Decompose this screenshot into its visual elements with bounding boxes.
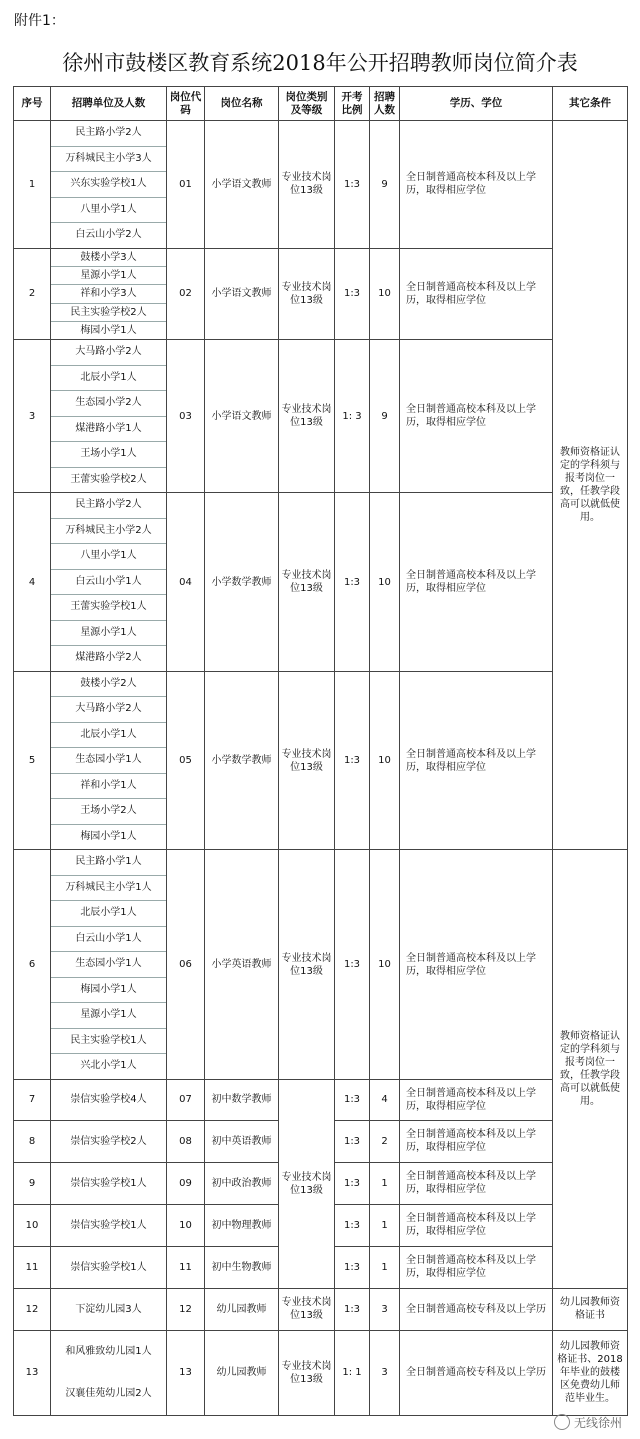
table-row	[14, 1288, 628, 1330]
units-cell	[51, 493, 167, 672]
row-number: 2	[14, 248, 51, 340]
education-requirement: 全日制普通高校专科及以上学历	[400, 1288, 553, 1330]
wechat-logo-icon	[554, 1414, 570, 1430]
unit-item: 王蕾实验学校1人	[51, 595, 166, 621]
hire-count: 10	[370, 850, 400, 1080]
unit-item: 生态园小学1人	[51, 952, 166, 978]
unit-item: 梅园小学1人	[51, 978, 166, 1004]
unit-item: 北辰小学1人	[51, 901, 166, 927]
watermark	[554, 1414, 622, 1431]
row-number: 10	[14, 1204, 51, 1246]
post-name: 小学英语教师	[205, 850, 279, 1080]
post-code: 10	[167, 1204, 205, 1246]
post-code: 04	[167, 493, 205, 672]
post-name: 小学数学教师	[205, 493, 279, 672]
post-name: 小学数学教师	[205, 671, 279, 850]
unit-item: 白云山小学1人	[51, 570, 166, 596]
post-code: 09	[167, 1162, 205, 1204]
post-category: 专业技术岗位13级	[279, 340, 335, 493]
unit-item: 星源小学1人	[51, 267, 166, 285]
post-name: 初中数学教师	[205, 1079, 279, 1120]
unit-item: 大马路小学2人	[51, 340, 166, 366]
post-name: 初中政治教师	[205, 1162, 279, 1204]
exam-ratio: 1:3	[335, 1246, 370, 1288]
exam-ratio: 1: 1	[335, 1330, 370, 1415]
post-category: 专业技术岗位13级	[279, 493, 335, 672]
post-code: 08	[167, 1120, 205, 1162]
post-code: 11	[167, 1246, 205, 1288]
unit-item: 煤港路小学1人	[51, 417, 166, 443]
other-conditions: 教师资格证认定的学科须与报考岗位一致，任教学段高可以就低使用。	[553, 121, 628, 850]
other-conditions: 教师资格证认定的学科须与报考岗位一致，任教学段高可以就低使用。	[553, 850, 628, 1289]
unit-item: 鼓楼小学3人	[51, 249, 166, 267]
post-category: 专业技术岗位13级	[279, 1079, 335, 1288]
unit-item: 崇信实验学校1人	[70, 1261, 147, 1273]
education-requirement: 全日制普通高校本科及以上学历，取得相应学位	[400, 1162, 553, 1204]
hire-count: 9	[370, 340, 400, 493]
exam-ratio: 1: 3	[335, 340, 370, 493]
table-row	[14, 1079, 628, 1120]
row-number: 6	[14, 850, 51, 1080]
education-requirement: 全日制普通高校本科及以上学历，取得相应学位	[400, 850, 553, 1080]
education-requirement: 全日制普通高校专科及以上学历	[400, 1330, 553, 1415]
unit-item: 王场小学1人	[51, 442, 166, 468]
hire-count: 4	[370, 1079, 400, 1120]
row-number: 12	[14, 1288, 51, 1330]
units-cell	[51, 1079, 167, 1120]
unit-item: 白云山小学2人	[75, 229, 142, 240]
exam-ratio: 1:3	[335, 248, 370, 340]
recruitment-table	[13, 86, 628, 1416]
table-row	[14, 671, 628, 850]
units-cell	[51, 850, 167, 1080]
post-name: 幼儿园教师	[205, 1288, 279, 1330]
unit-item: 八里小学1人	[51, 544, 166, 570]
exam-ratio: 1:3	[335, 121, 370, 249]
post-code: 12	[167, 1288, 205, 1330]
post-name: 小学语文教师	[205, 248, 279, 340]
hire-count: 1	[370, 1162, 400, 1204]
post-name: 小学语文教师	[205, 121, 279, 249]
hire-count: 9	[370, 121, 400, 249]
unit-item: 民主路小学1人	[51, 850, 166, 876]
post-category: 专业技术岗位13级	[279, 1330, 335, 1415]
hire-count: 1	[370, 1204, 400, 1246]
unit-item: 兴北小学1人	[80, 1060, 137, 1072]
hire-count: 10	[370, 493, 400, 672]
unit-item: 祥和小学1人	[51, 774, 166, 800]
unit-item: 大马路小学2人	[51, 697, 166, 723]
header-count: 招聘人数	[370, 87, 400, 121]
unit-item: 鼓楼小学2人	[51, 672, 166, 698]
post-code: 13	[167, 1330, 205, 1415]
education-requirement: 全日制普通高校本科及以上学历，取得相应学位	[400, 1246, 553, 1288]
units-cell	[51, 248, 167, 340]
unit-item: 生态园小学1人	[51, 748, 166, 774]
education-requirement: 全日制普通高校本科及以上学历，取得相应学位	[400, 248, 553, 340]
unit-item: 梅园小学1人	[80, 325, 137, 337]
units-cell	[51, 1246, 167, 1288]
units-cell	[51, 1162, 167, 1204]
header-post: 岗位名称	[205, 87, 279, 121]
table-row	[14, 493, 628, 672]
unit-item: 生态园小学2人	[51, 391, 166, 417]
unit-item: 崇信实验学校1人	[70, 1219, 147, 1231]
post-code: 01	[167, 121, 205, 249]
unit-item: 民主路小学2人	[51, 493, 166, 519]
unit-item: 崇信实验学校4人	[70, 1093, 147, 1105]
row-number: 8	[14, 1120, 51, 1162]
exam-ratio: 1:3	[335, 850, 370, 1080]
exam-ratio: 1:3	[335, 1120, 370, 1162]
header-category: 岗位类别及等级	[279, 87, 335, 121]
post-code: 02	[167, 248, 205, 340]
header-units: 招聘单位及人数	[51, 87, 167, 121]
unit-item: 万科城民主小学2人	[51, 519, 166, 545]
row-number: 5	[14, 671, 51, 850]
units-cell	[51, 1120, 167, 1162]
units-cell	[51, 671, 167, 850]
unit-item: 祥和小学3人	[51, 285, 166, 303]
hire-count: 1	[370, 1246, 400, 1288]
hire-count: 3	[370, 1330, 400, 1415]
post-code: 03	[167, 340, 205, 493]
post-name: 幼儿园教师	[205, 1330, 279, 1415]
post-name: 初中英语教师	[205, 1120, 279, 1162]
post-name: 小学语文教师	[205, 340, 279, 493]
unit-item: 北辰小学1人	[51, 366, 166, 392]
page-title: 徐州市鼓楼区教育系统2018年公开招聘教师岗位简介表	[62, 51, 578, 75]
post-category: 专业技术岗位13级	[279, 671, 335, 850]
unit-item: 下淀幼儿园3人	[75, 1303, 142, 1315]
unit-item: 民主路小学2人	[51, 121, 166, 147]
units-cell	[51, 121, 167, 249]
unit-item: 民主实验学校2人	[51, 304, 166, 322]
row-number: 3	[14, 340, 51, 493]
annex-label: 附件1：	[14, 13, 65, 29]
unit-item: 煤港路小学2人	[75, 652, 142, 664]
unit-item: 星源小学1人	[51, 1003, 166, 1029]
post-category: 专业技术岗位13级	[279, 850, 335, 1080]
unit-item: 王蕾实验学校2人	[70, 473, 147, 485]
unit-item: 兴东实验学校1人	[51, 172, 166, 198]
post-category: 专业技术岗位13级	[279, 1288, 335, 1330]
other-conditions: 幼儿园教师资格证书、2018年毕业的鼓楼区免费幼儿师范毕业生。	[553, 1330, 628, 1415]
unit-item: 八里小学1人	[51, 198, 166, 224]
unit-item: 星源小学1人	[51, 621, 166, 647]
table-row	[14, 340, 628, 493]
units-cell	[51, 1330, 167, 1415]
hire-count: 3	[370, 1288, 400, 1330]
unit-item: 崇信实验学校1人	[70, 1177, 147, 1189]
education-requirement: 全日制普通高校本科及以上学历，取得相应学位	[400, 493, 553, 672]
header-education: 学历、学位	[400, 87, 553, 121]
education-requirement: 全日制普通高校本科及以上学历，取得相应学位	[400, 340, 553, 493]
exam-ratio: 1:3	[335, 671, 370, 850]
header-no: 序号	[14, 87, 51, 121]
header-code: 岗位代码	[167, 87, 205, 121]
row-number: 4	[14, 493, 51, 672]
units-cell	[51, 1288, 167, 1330]
row-number: 11	[14, 1246, 51, 1288]
units-cell	[51, 1204, 167, 1246]
table-row	[14, 850, 628, 1080]
row-number: 1	[14, 121, 51, 249]
unit-item: 和风雅致幼儿园1人	[65, 1345, 152, 1357]
header-other: 其它条件	[553, 87, 628, 121]
hire-count: 10	[370, 671, 400, 850]
exam-ratio: 1:3	[335, 493, 370, 672]
unit-item: 万科城民主小学1人	[51, 876, 166, 902]
exam-ratio: 1:3	[335, 1162, 370, 1204]
post-name: 初中生物教师	[205, 1246, 279, 1288]
watermark-text: 无线徐州	[573, 1416, 622, 1430]
table-row	[14, 248, 628, 340]
table-row	[14, 121, 628, 249]
table-row	[14, 1330, 628, 1415]
row-number: 9	[14, 1162, 51, 1204]
header-row	[14, 87, 628, 121]
hire-count: 2	[370, 1120, 400, 1162]
exam-ratio: 1:3	[335, 1079, 370, 1120]
unit-item: 崇信实验学校2人	[70, 1135, 147, 1147]
education-requirement: 全日制普通高校本科及以上学历，取得相应学位	[400, 121, 553, 249]
unit-item: 王场小学2人	[51, 799, 166, 825]
unit-item: 梅园小学1人	[80, 830, 137, 842]
units-cell	[51, 340, 167, 493]
post-code: 07	[167, 1079, 205, 1120]
education-requirement: 全日制普通高校本科及以上学历，取得相应学位	[400, 1120, 553, 1162]
row-number: 7	[14, 1079, 51, 1120]
unit-item: 汉襄佳苑幼儿园2人	[65, 1387, 152, 1399]
education-requirement: 全日制普通高校本科及以上学历，取得相应学位	[400, 671, 553, 850]
post-code: 06	[167, 850, 205, 1080]
unit-item: 白云山小学1人	[51, 927, 166, 953]
education-requirement: 全日制普通高校本科及以上学历，取得相应学位	[400, 1204, 553, 1246]
other-conditions: 幼儿园教师资格证书	[553, 1288, 628, 1330]
post-name: 初中物理教师	[205, 1204, 279, 1246]
post-category: 专业技术岗位13级	[279, 121, 335, 249]
unit-item: 民主实验学校1人	[51, 1029, 166, 1055]
education-requirement: 全日制普通高校本科及以上学历，取得相应学位	[400, 1079, 553, 1120]
row-number: 13	[14, 1330, 51, 1415]
exam-ratio: 1:3	[335, 1288, 370, 1330]
header-ratio: 开考比例	[335, 87, 370, 121]
hire-count: 10	[370, 248, 400, 340]
unit-item: 北辰小学1人	[51, 723, 166, 749]
post-category: 专业技术岗位13级	[279, 248, 335, 340]
post-code: 05	[167, 671, 205, 850]
unit-item: 万科城民主小学3人	[51, 147, 166, 173]
exam-ratio: 1:3	[335, 1204, 370, 1246]
